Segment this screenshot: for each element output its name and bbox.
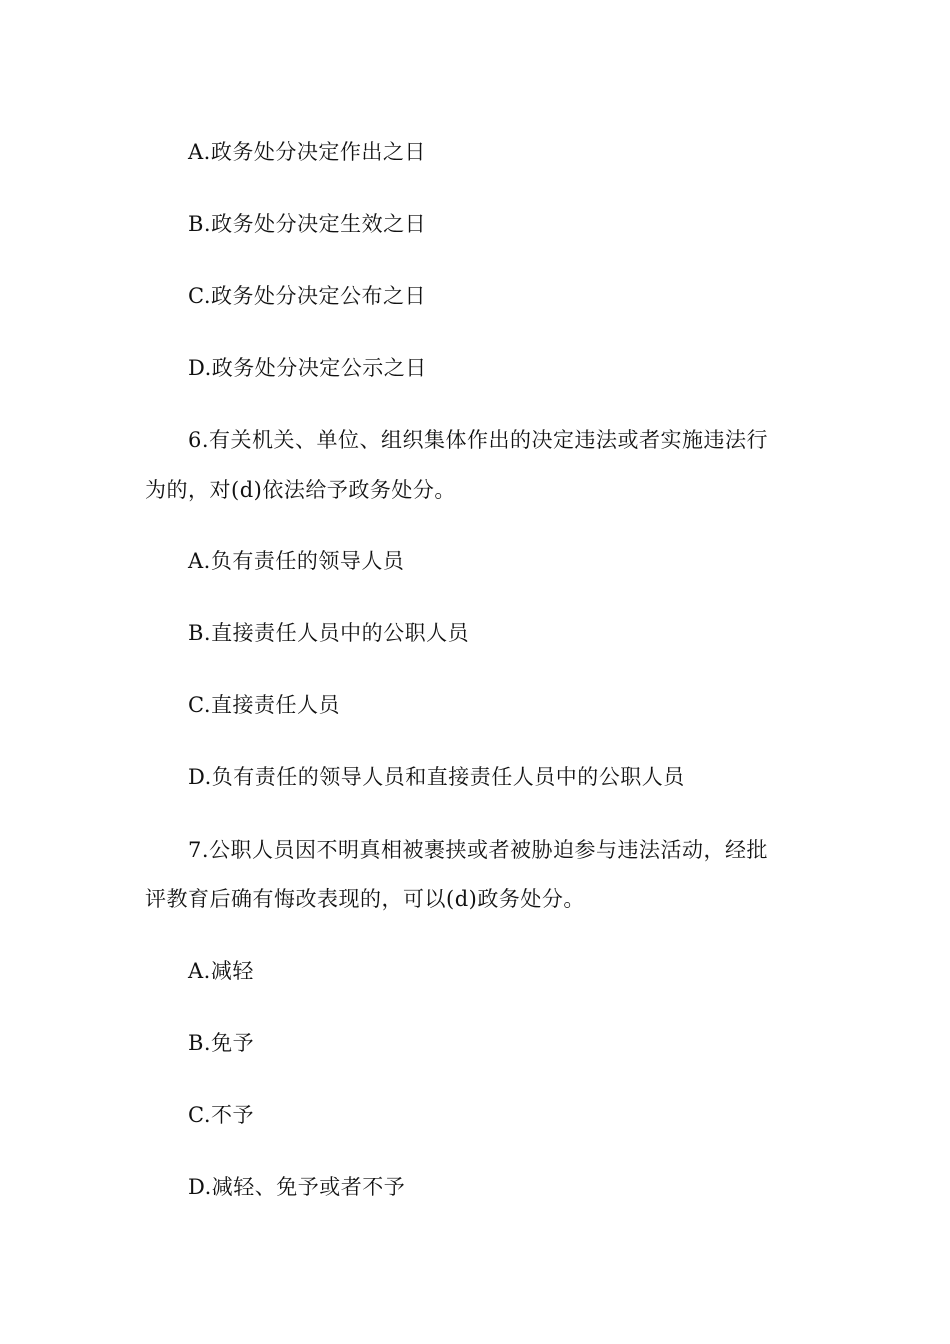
option-b: B.直接责任人员中的公职人员	[188, 621, 470, 645]
option-a: A.政务处分决定作出之日	[188, 140, 426, 164]
option-a: A.减轻	[188, 959, 254, 983]
option-d: D.负有责任的领导人员和直接责任人员中的公职人员	[188, 765, 685, 789]
option-a: A.负有责任的领导人员	[188, 549, 405, 573]
option-d: D.减轻、免予或者不予	[188, 1175, 406, 1199]
question-6-line-2: 为的，对(d)依法给予政务处分。	[145, 478, 456, 502]
question-6-line-1: 6.有关机关、单位、组织集体作出的决定违法或者实施违法行	[188, 428, 769, 452]
question-7-line-2: 评教育后确有悔改表现的，可以(d)政务处分。	[145, 887, 585, 911]
option-b: B.免予	[188, 1031, 255, 1055]
option-c: C.政务处分决定公布之日	[188, 284, 426, 308]
option-b: B.政务处分决定生效之日	[188, 212, 427, 236]
option-d: D.政务处分决定公示之日	[188, 356, 427, 380]
question-7-line-1: 7.公职人员因不明真相被裹挟或者被胁迫参与违法活动，经批	[188, 838, 769, 862]
option-c: C.直接责任人员	[188, 693, 340, 717]
option-c: C.不予	[188, 1103, 254, 1127]
